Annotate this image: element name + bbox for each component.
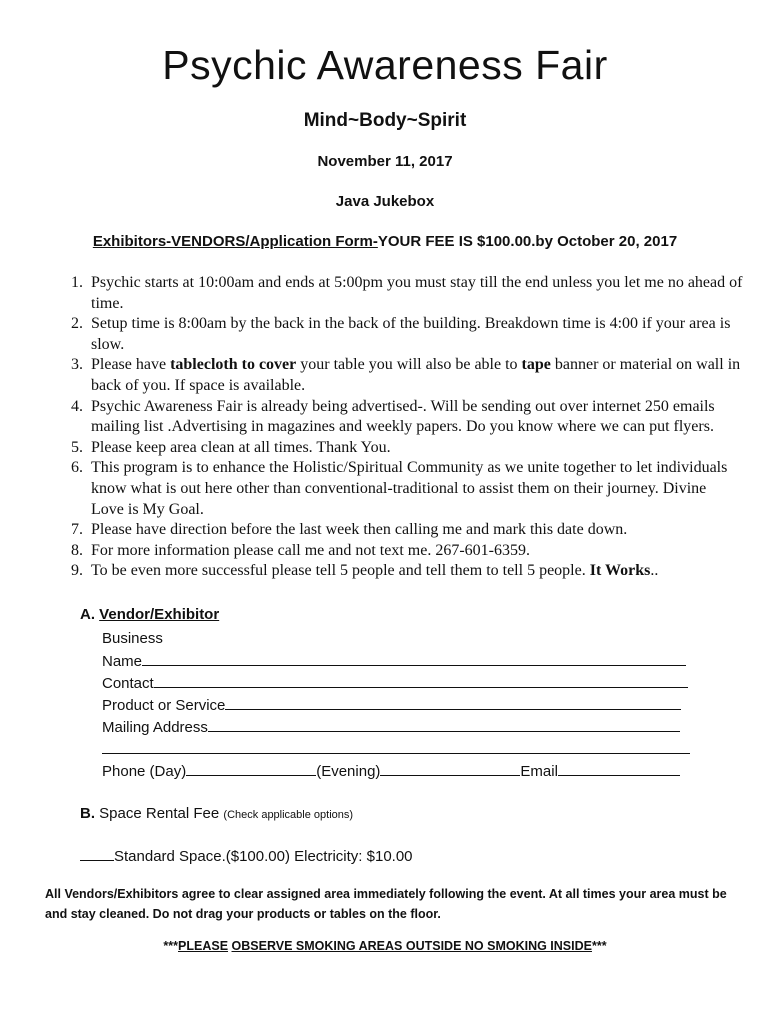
email-label: Email [520,763,558,780]
smoking-prefix: *** [163,939,179,953]
contact-field[interactable] [102,672,688,694]
form-heading-fee: YOUR FEE IS $100.00.by October 20, 2017 [377,233,678,250]
rule-text-bold: tablecloth to cover [170,356,297,374]
phone-evening-label: (Evening) [316,763,381,780]
smoking-suffix: *** [591,939,607,953]
section-title: Space Rental Fee [99,805,220,822]
list-item [53,561,743,582]
list-item [53,273,743,314]
product-line[interactable] [225,694,681,710]
list-item [53,355,743,396]
rule-text: banner or material on wall in back of you. If space is available. [91,356,741,394]
section-a-heading [80,606,219,623]
standard-space-label: Standard Space.($100.00) Electricity: $10.00 [114,848,413,865]
form-heading [0,233,770,250]
rule-number: 5. [71,438,83,456]
section-b-heading [80,805,353,822]
rule-text: To be even more successful please tell 5 people and tell them to tell 5 people. [91,562,590,580]
section-letter: A. [80,606,95,623]
event-venue: Java Jukebox [335,193,435,210]
rule-text-bold: It Works [589,562,651,580]
list-item [53,520,743,541]
name-field[interactable] [102,650,686,672]
mailing-label: Mailing Address [102,719,208,736]
list-item [53,438,743,459]
rule-number: 6. [71,459,83,477]
phone-evening-line[interactable] [380,760,520,776]
smoking-please: PLEASE [178,939,229,953]
page-title: Psychic Awareness Fair [162,42,608,88]
contact-label: Contact [102,675,154,692]
contact-line[interactable] [154,672,688,688]
email-line[interactable] [558,760,680,776]
smoking-notice [0,939,770,953]
rule-number: 4. [71,397,83,415]
product-field[interactable] [102,694,681,716]
list-item [53,314,743,355]
rule-text: Psychic Awareness Fair is already being advertised-. Will be sending out over internet 250 emails mailing list .Advertising in magazines and weekly papers. Do you know where we can put flyers. [91,397,715,436]
form-heading-underlined: Exhibitors-VENDORS/Application Form- [92,233,378,250]
mailing-address-line-2[interactable] [102,738,690,760]
rules-list [53,273,743,582]
mailing-line[interactable] [208,716,680,732]
subtitle: Mind~Body~Spirit [303,110,467,131]
mailing-address-field[interactable] [102,716,680,738]
rule-number: 1. [71,274,83,291]
section-letter: B. [80,805,95,822]
rule-text: Setup time is 8:00am by the back in the back of the building. Breakdown time is 4:00 if your area is slow. [91,315,731,353]
standard-space-check-line[interactable] [80,845,114,861]
rule-text: Please have [91,356,171,374]
rule-number: 7. [71,521,83,539]
list-item [53,458,743,520]
rule-text-bold: tape [521,356,551,374]
business-label: Business [102,630,163,647]
phone-day-line[interactable] [186,760,316,776]
section-title: Vendor/Exhibitor [99,606,220,623]
list-item [53,397,743,438]
product-label: Product or Service [102,697,226,714]
rule-number: 8. [71,541,83,559]
vendor-notice: All Vendors/Exhibitors agree to clear assigned area immediately following the event. At all times your area must be and stay cleaned. Do not drag your products or tables on the floor. [45,887,727,921]
rule-text: This program is to enhance the Holistic/Spiritual Community as we unite together to let individuals know what is out here other than conventional-traditional to assist them on their journey. Divine Love is My Goal. [91,459,728,518]
rule-text: Psychic starts at 10:00am and ends at 5:00pm you must stay till the end unless you let me no ahead of time. [91,274,743,312]
phone-day-label: Phone (Day) [102,763,187,780]
rule-text: .. [650,562,659,580]
rule-number: 2. [71,315,83,333]
smoking-main: OBSERVE SMOKING AREAS OUTSIDE NO SMOKING INSIDE [231,939,592,953]
mailing-line-2[interactable] [102,738,690,754]
rule-text: Please have direction before the last week then calling me and mark this date down. [91,521,628,539]
list-item [53,541,743,562]
rule-number: 9. [71,562,83,580]
standard-space-option[interactable] [80,845,413,865]
name-line[interactable] [142,650,686,666]
rule-text: For more information please call me and not text me. 267-601-6359. [91,541,530,559]
phone-fields[interactable] [102,760,680,782]
section-note: (Check applicable options) [223,809,354,821]
name-label: Name [102,653,143,670]
rule-number: 3. [71,356,83,374]
event-date: November 11, 2017 [317,153,453,170]
rule-text: your table you will also be able to [296,356,522,374]
rule-text: Please keep area clean at all times. Thank You. [91,438,391,456]
